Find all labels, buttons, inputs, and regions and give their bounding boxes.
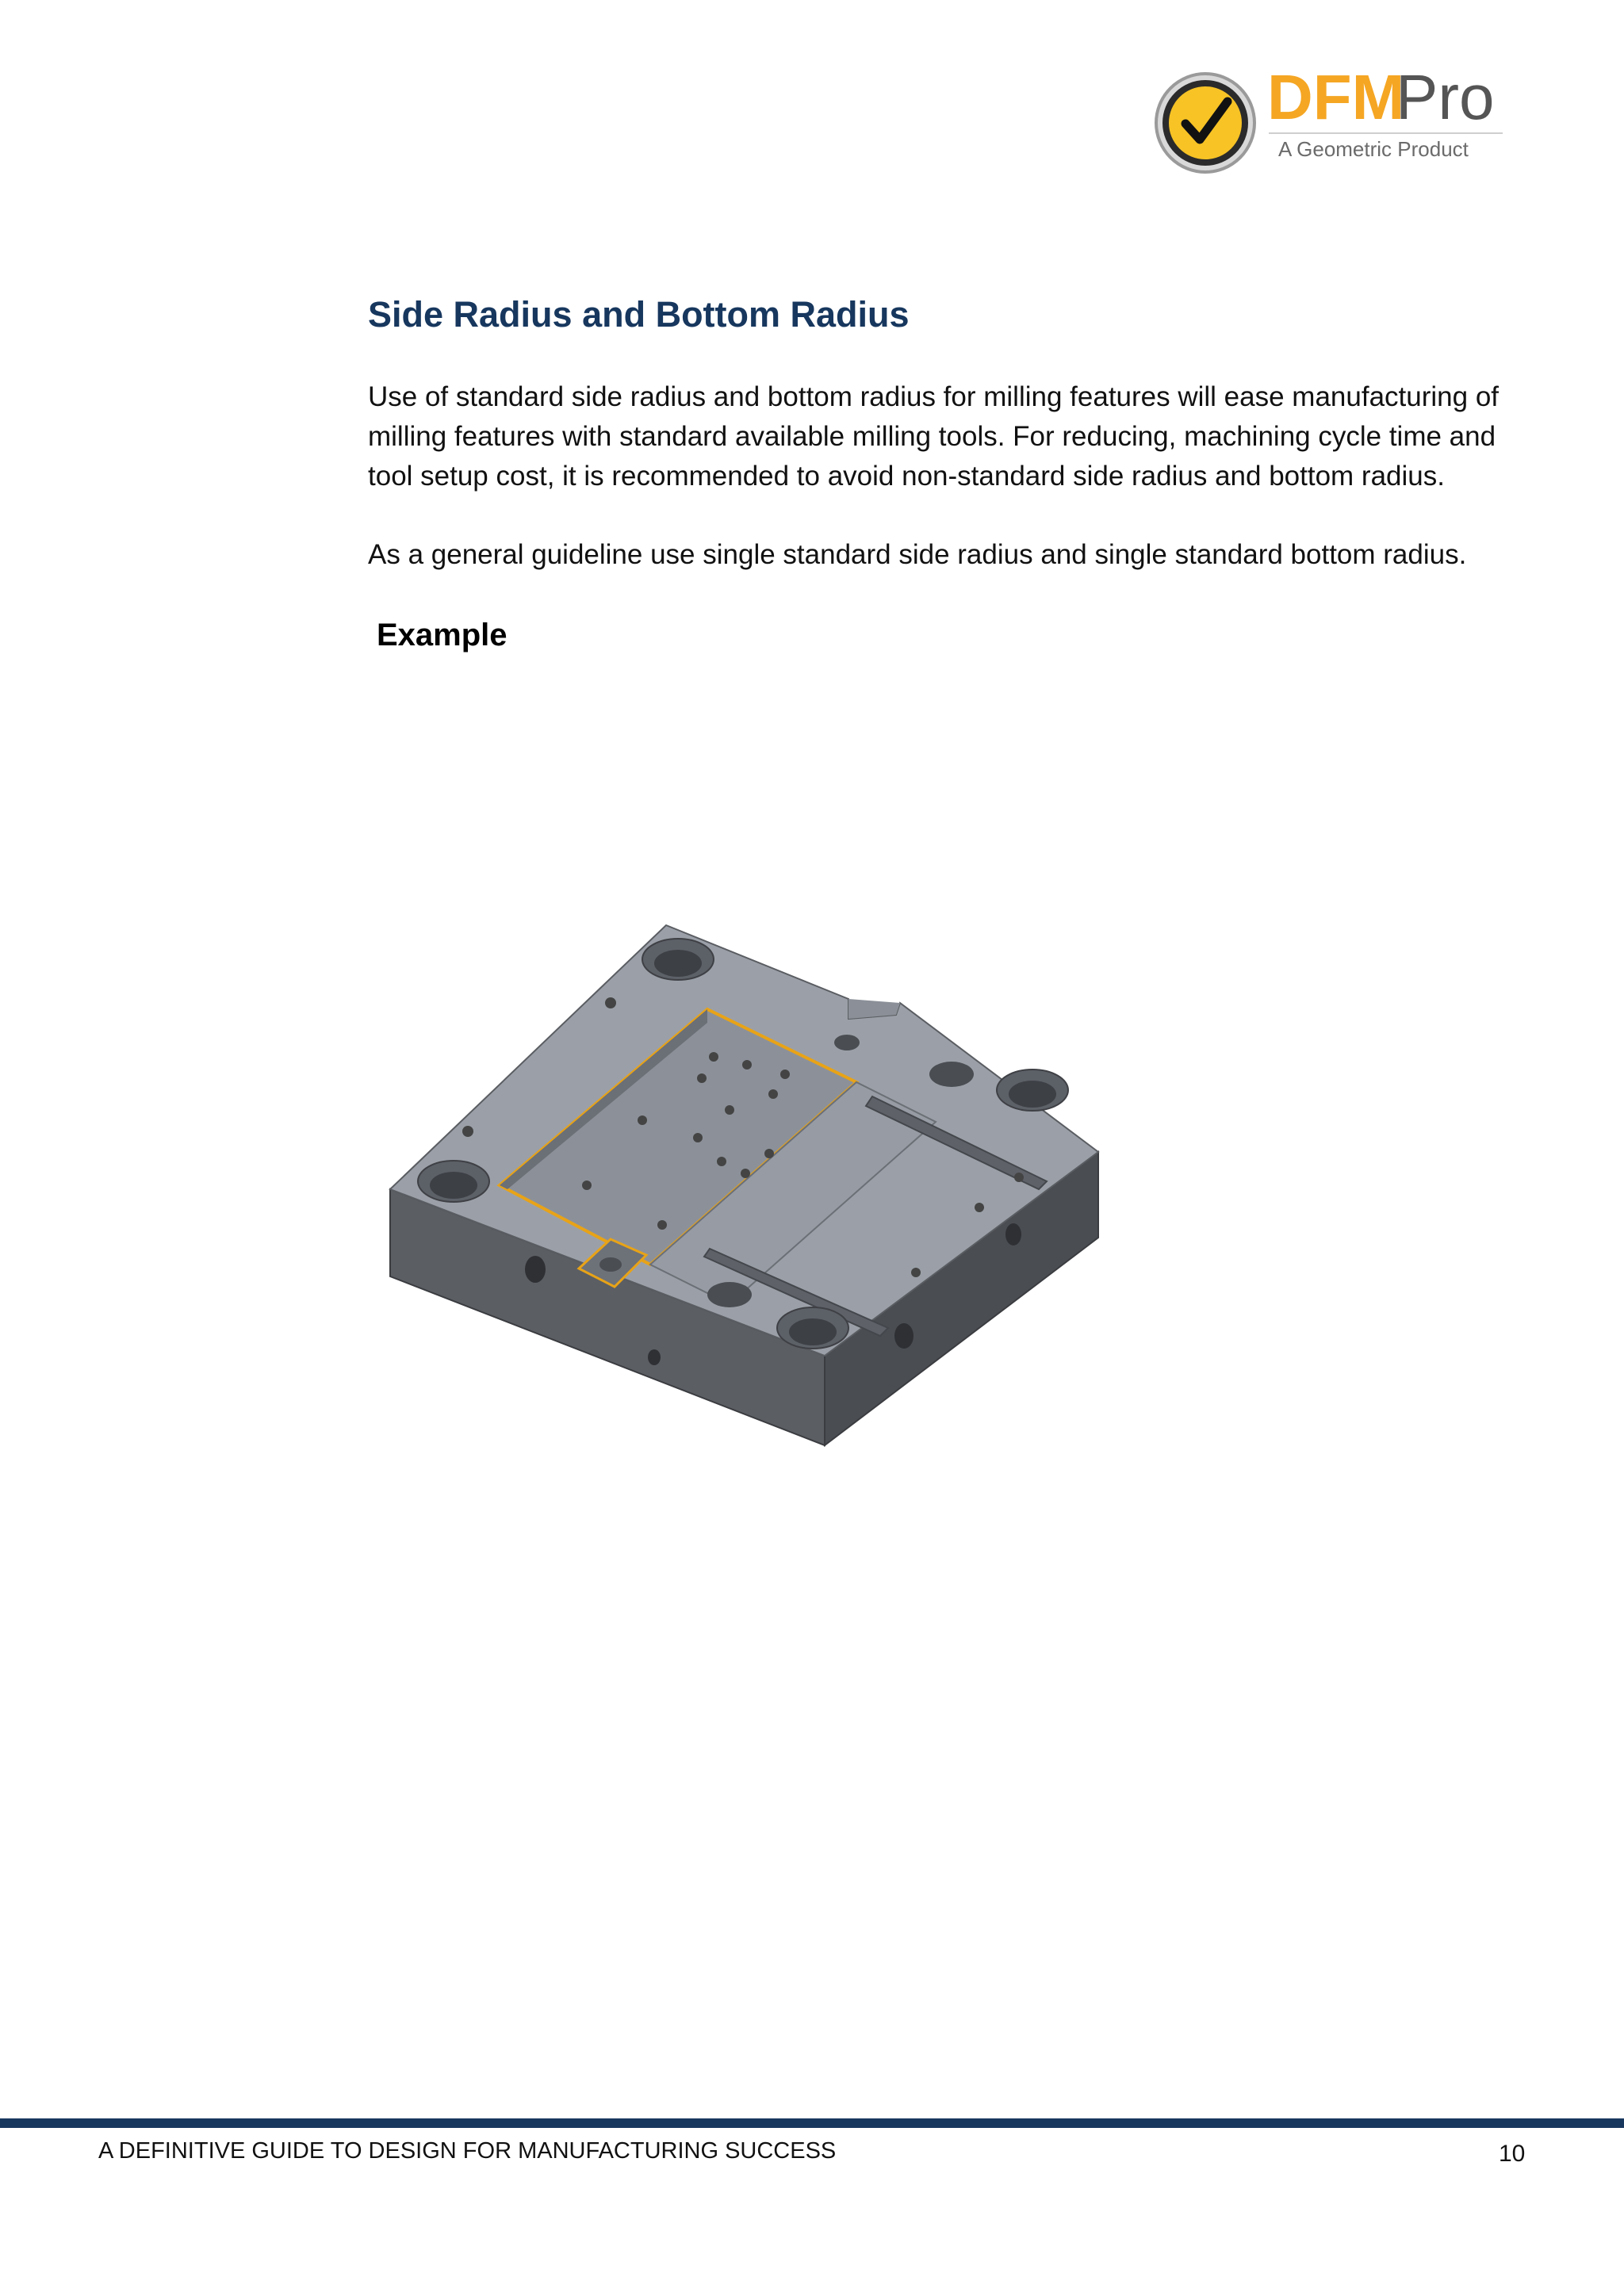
dfmpro-logo-graphic xyxy=(1150,63,1507,182)
main-content xyxy=(368,293,1510,654)
section-title: Side Radius and Bottom Radius xyxy=(368,294,910,335)
example-figure xyxy=(381,916,1110,1455)
footer-rule xyxy=(0,2118,1624,2128)
guideline-paragraph: As a general guideline use single standard side radius and single standard bottom radius. xyxy=(368,539,1467,570)
dfmpro-logo xyxy=(1150,63,1507,182)
logo-tagline: A Geometric Product xyxy=(1278,137,1469,161)
milled-plate-3d-model-icon xyxy=(381,916,1110,1455)
intro-paragraph: Use of standard side radius and bottom radius for milling features will ease manufacturing of milling features with standard available milling tools. For reducing, machining cycle time and tool setup cost, it is recommended to avoid non-standard side radius and bottom radius. xyxy=(368,381,1500,492)
logo-brand-pro: Pro xyxy=(1396,63,1495,132)
footer-title: A DEFINITIVE GUIDE TO DESIGN FOR MANUFACTURING SUCCESS xyxy=(98,2138,837,2164)
example-heading: Example xyxy=(377,618,508,652)
page-number: 10 xyxy=(1499,2141,1526,2167)
logo-brand-dfm: DFM xyxy=(1267,63,1405,132)
